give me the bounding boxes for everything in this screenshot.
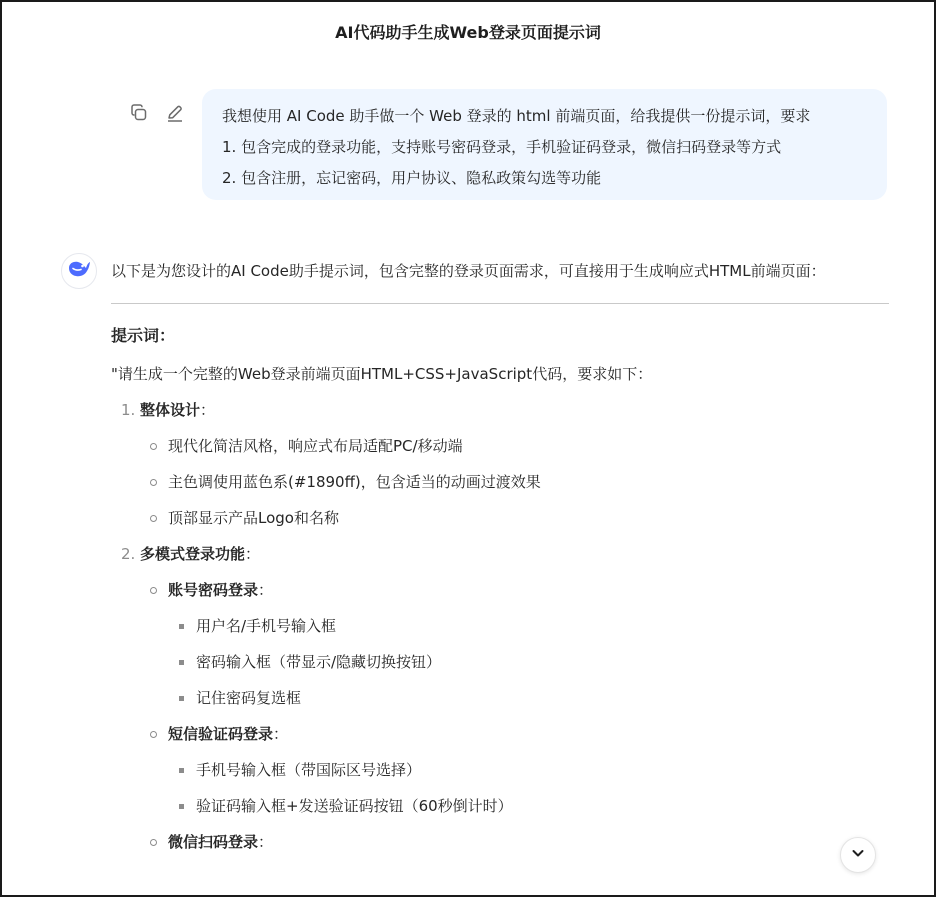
whale-logo-icon [67, 259, 91, 283]
list-item: 1. 整体设计： [111, 392, 889, 428]
section-title: 整体设计 [140, 401, 201, 419]
edit-pencil-icon[interactable] [164, 102, 186, 124]
list-item: 微信扫码登录： [111, 824, 889, 860]
subsection-title: 短信验证码登录 [168, 725, 274, 743]
user-message-line: 我想使用 AI Code 助手做一个 Web 登录的 html 前端页面，给我提供一份提示词，要求 [222, 107, 811, 125]
chevron-down-icon [850, 845, 866, 865]
divider [111, 303, 889, 304]
subsection-title: 微信扫码登录 [168, 833, 259, 851]
page-title: AI代码助手生成Web登录页面提示词 [335, 23, 601, 42]
answer-intro: 以下是为您设计的AI Code助手提示词，包含完整的登录页面需求，可直接用于生成响应式HTML前端页面： [111, 262, 826, 280]
list-item: 手机号输入框（带国际区号选择） [111, 752, 889, 788]
section-title: 多模式登录功能 [140, 545, 246, 563]
list-item: 短信验证码登录： [111, 716, 889, 752]
list-number: 2. [121, 545, 136, 563]
prompt-intro: "请生成一个完整的Web登录前端页面HTML+CSS+JavaScript代码，要求如下： [111, 365, 653, 383]
list-item: 主色调使用蓝色系(#1890ff)，包含适当的动画过渡效果 [111, 464, 889, 500]
copy-icon[interactable] [128, 102, 150, 124]
user-message-actions [128, 102, 186, 124]
list-number: 1. [121, 401, 136, 419]
user-message-line: 1. 包含完成的登录功能，支持账号密码登录，手机验证码登录，微信扫码登录等方式 [222, 138, 782, 156]
list-item: 现代化简洁风格，响应式布局适配PC/移动端 [111, 428, 889, 464]
list-item: 账号密码登录： [111, 572, 889, 608]
scroll-to-bottom-button[interactable] [840, 837, 876, 873]
list-item: 2. 多模式登录功能： [111, 536, 889, 572]
list-item: 验证码输入框+发送验证码按钮（60秒倒计时） [111, 788, 889, 824]
prompt-heading: 提示词： [111, 326, 176, 345]
user-message-line: 2. 包含注册，忘记密码，用户协议、隐私政策勾选等功能 [222, 169, 602, 187]
subsection-title: 账号密码登录 [168, 581, 259, 599]
list-item: 密码输入框（带显示/隐藏切换按钮） [111, 644, 889, 680]
user-message-bubble [202, 89, 887, 200]
assistant-avatar [61, 253, 97, 289]
list-item: 记住密码复选框 [111, 680, 889, 716]
assistant-answer [111, 256, 889, 860]
list-item: 用户名/手机号输入框 [111, 608, 889, 644]
list-item: 顶部显示产品Logo和名称 [111, 500, 889, 536]
